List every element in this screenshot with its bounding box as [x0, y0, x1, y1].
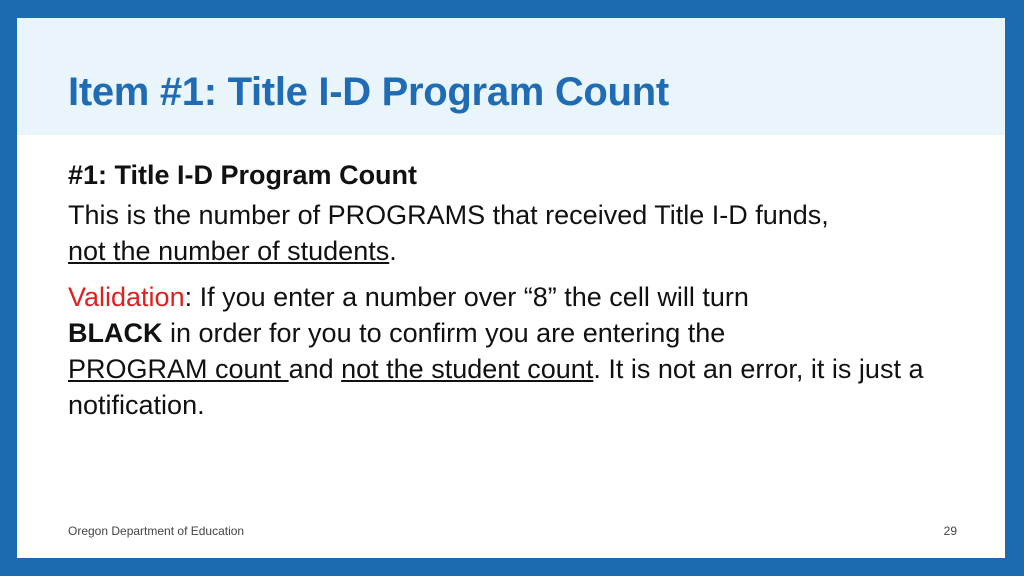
description-period: .: [389, 236, 397, 266]
validation-text-2: in order for you to confirm you are entering the: [162, 318, 726, 348]
footer-organization: Oregon Department of Education: [68, 524, 245, 538]
validation-bold-black: BLACK: [68, 318, 163, 348]
subheading: #1: Title I-D Program Count: [68, 160, 418, 190]
page-number: 29: [943, 524, 957, 538]
validation-paragraph: [68, 279, 968, 423]
underlined-student-count: not the student count: [341, 354, 594, 384]
underlined-phrase-students: not the number of students: [68, 236, 390, 266]
slide-content: [68, 157, 968, 423]
validation-text-1: : If you enter a number over “8” the cell will turn: [184, 282, 749, 312]
validation-text-3: and: [288, 354, 342, 384]
title-band: [17, 18, 1005, 135]
slide: [17, 18, 1005, 558]
validation-text-4: . It is not an error, it is just a notification.: [68, 354, 924, 420]
description-text: This is the number of PROGRAMS that received Title I-D funds,: [68, 200, 829, 230]
underlined-program-count: PROGRAM count: [68, 354, 289, 384]
validation-label: Validation: [68, 282, 185, 312]
description-paragraph: [68, 197, 968, 269]
slide-title: Item #1: Title I-D Program Count: [68, 70, 669, 114]
